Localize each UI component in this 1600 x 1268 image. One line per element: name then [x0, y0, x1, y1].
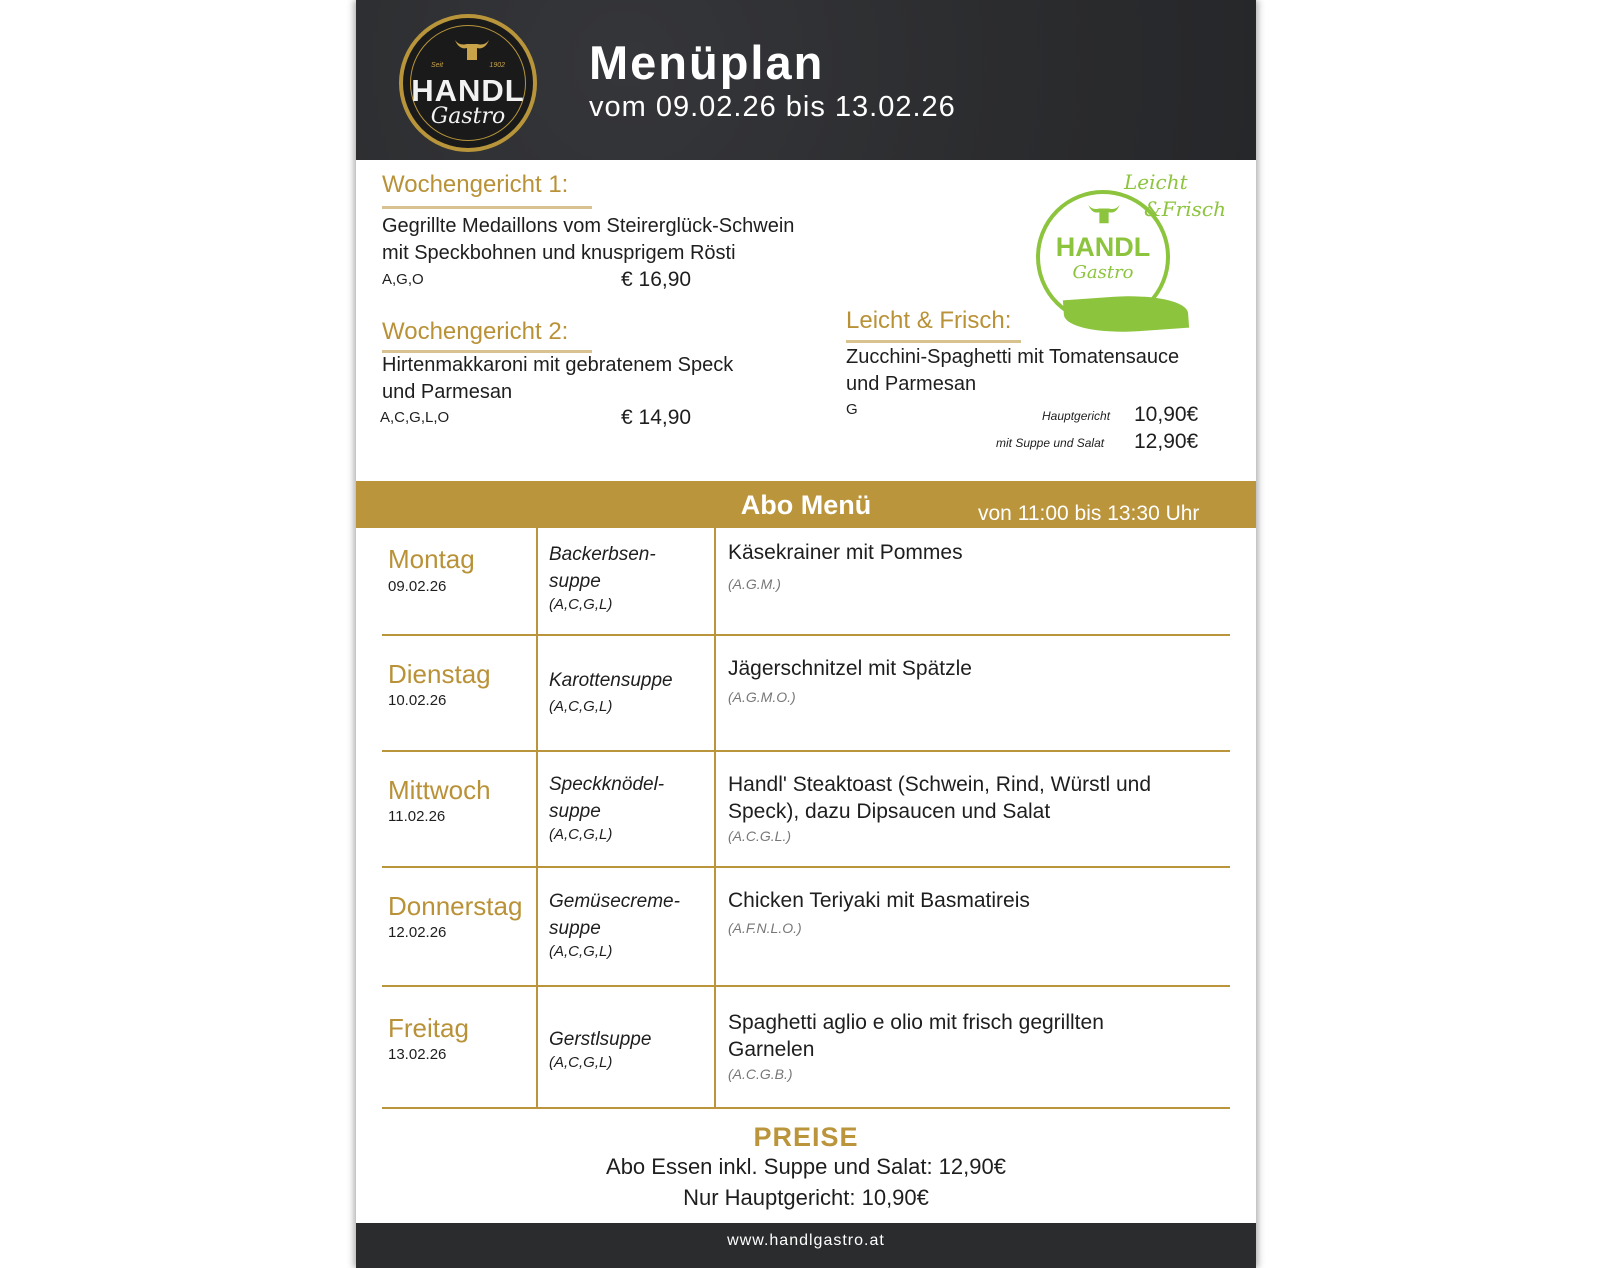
suppe-salat-price: 12,90€	[1134, 430, 1199, 453]
leicht-frisch-allergens: G	[846, 401, 858, 418]
day-date: 11.02.26	[388, 808, 446, 825]
suppe-salat-label: mit Suppe und Salat	[996, 436, 1105, 450]
divider	[382, 206, 592, 209]
bull-icon	[453, 38, 491, 64]
main-dish: Käsekrainer mit Pommes	[728, 541, 963, 564]
soup-name: Gerstlsuppe	[549, 1029, 652, 1050]
main-dish-cont: Speck), dazu Dipsaucen und Salat	[728, 800, 1051, 823]
main-allergens: (A.G.M.O.)	[728, 689, 796, 705]
main-allergens: (A.G.M.)	[728, 576, 781, 592]
soup-name-cont: suppe	[549, 918, 601, 939]
table-row-divider	[382, 750, 1230, 752]
table-row-divider	[382, 1107, 1230, 1109]
menu-sheet	[356, 0, 1256, 1268]
wochengericht2-line1: Hirtenmakkaroni mit gebratenem Speck	[382, 354, 734, 376]
hauptgericht-price: 10,90€	[1134, 403, 1199, 426]
page-subtitle: vom 09.02.26 bis 13.02.26	[589, 91, 956, 123]
preise-line1: Abo Essen inkl. Suppe und Salat: 12,90€	[606, 1154, 1006, 1179]
main-allergens: (A.C.G.L.)	[728, 828, 792, 844]
table-column-divider	[714, 528, 716, 1108]
day-name: Freitag	[388, 1013, 469, 1043]
lf-logo-word: HANDL	[1055, 232, 1151, 262]
wochengericht2-price: € 14,90	[621, 406, 692, 429]
abo-menu-time: von 11:00 bis 13:30 Uhr	[978, 502, 1200, 525]
main-allergens: (A.F.N.L.O.)	[728, 920, 802, 936]
table-column-divider	[536, 528, 538, 1108]
footer-url: www.handlgastro.at	[727, 1232, 885, 1249]
bull-icon	[1084, 203, 1124, 227]
leicht-frisch-line2: und Parmesan	[846, 373, 977, 395]
hauptgericht-label: Hauptgericht	[1042, 409, 1111, 423]
soup-name: Gemüsecreme-	[549, 891, 680, 912]
table-row-divider	[382, 985, 1230, 987]
main-dish: Spaghetti aglio e olio mit frisch gegrillten	[728, 1011, 1104, 1034]
soup-allergens: (A,C,G,L)	[549, 698, 613, 715]
main-dish: Jägerschnitzel mit Spätzle	[728, 657, 972, 680]
main-allergens: (A.C.G.B.)	[728, 1066, 793, 1082]
day-name: Dienstag	[388, 659, 491, 689]
leicht-frisch-title: Leicht & Frisch:	[846, 307, 1012, 334]
preise-line2: Nur Hauptgericht: 10,90€	[683, 1185, 929, 1210]
divider	[846, 340, 1021, 343]
wochengericht1-title: Wochengericht 1:	[382, 171, 569, 198]
main-dish: Chicken Teriyaki mit Basmatireis	[728, 889, 1030, 912]
abo-menu-title: Abo Menü	[740, 490, 872, 520]
logo-word: HANDL	[411, 73, 525, 108]
wochengericht2-line2: und Parmesan	[382, 381, 513, 403]
soup-allergens: (A,C,G,L)	[549, 1054, 613, 1071]
table-row-divider	[382, 866, 1230, 868]
day-name: Montag	[388, 544, 475, 574]
preise-title: PREISE	[753, 1122, 859, 1152]
soup-allergens: (A,C,G,L)	[549, 596, 613, 613]
wochengericht1-line1: Gegrillte Medaillons vom Steirerglück-Schwein	[382, 215, 795, 237]
day-date: 10.02.26	[388, 692, 447, 709]
soup-name: Speckknödel-	[549, 774, 665, 795]
soup-allergens: (A,C,G,L)	[549, 943, 613, 960]
soup-name-cont: suppe	[549, 801, 601, 822]
main-dish-cont: Garnelen	[728, 1038, 815, 1061]
wochengericht1-line2: mit Speckbohnen und knusprigem Rösti	[382, 242, 736, 264]
leicht-frisch-line1: Zucchini-Spaghetti mit Tomatensauce	[846, 346, 1180, 368]
day-date: 12.02.26	[388, 924, 447, 941]
day-date: 13.02.26	[388, 1046, 447, 1063]
handl-gastro-logo	[399, 14, 537, 152]
soup-name-cont: suppe	[549, 571, 601, 592]
soup-allergens: (A,C,G,L)	[549, 826, 613, 843]
main-dish: Handl' Steaktoast (Schwein, Rind, Würstl und	[728, 773, 1152, 796]
lf-logo-text1: Leicht	[1124, 170, 1188, 194]
wochengericht1-allergens: A,G,O	[382, 271, 424, 288]
logo-year: 1902	[489, 62, 505, 69]
page-title: Menüplan	[589, 36, 825, 89]
wochengericht2-title: Wochengericht 2:	[382, 318, 569, 345]
soup-name: Backerbsen-	[549, 544, 656, 565]
header	[356, 0, 1256, 160]
logo-seit: Seit	[431, 62, 444, 69]
table-row-divider	[382, 634, 1230, 636]
day-date: 09.02.26	[388, 578, 447, 595]
soup-name: Karottensuppe	[549, 670, 673, 691]
lf-logo-text2: &Frisch	[1144, 197, 1226, 221]
logo-script: Gastro	[430, 104, 506, 129]
day-name: Donnerstag	[388, 891, 523, 921]
wochengericht2-allergens: A,C,G,L,O	[380, 409, 450, 426]
wochengericht1-price: € 16,90	[621, 268, 692, 291]
day-name: Mittwoch	[388, 775, 491, 805]
lf-logo-script: Gastro	[1072, 262, 1134, 283]
